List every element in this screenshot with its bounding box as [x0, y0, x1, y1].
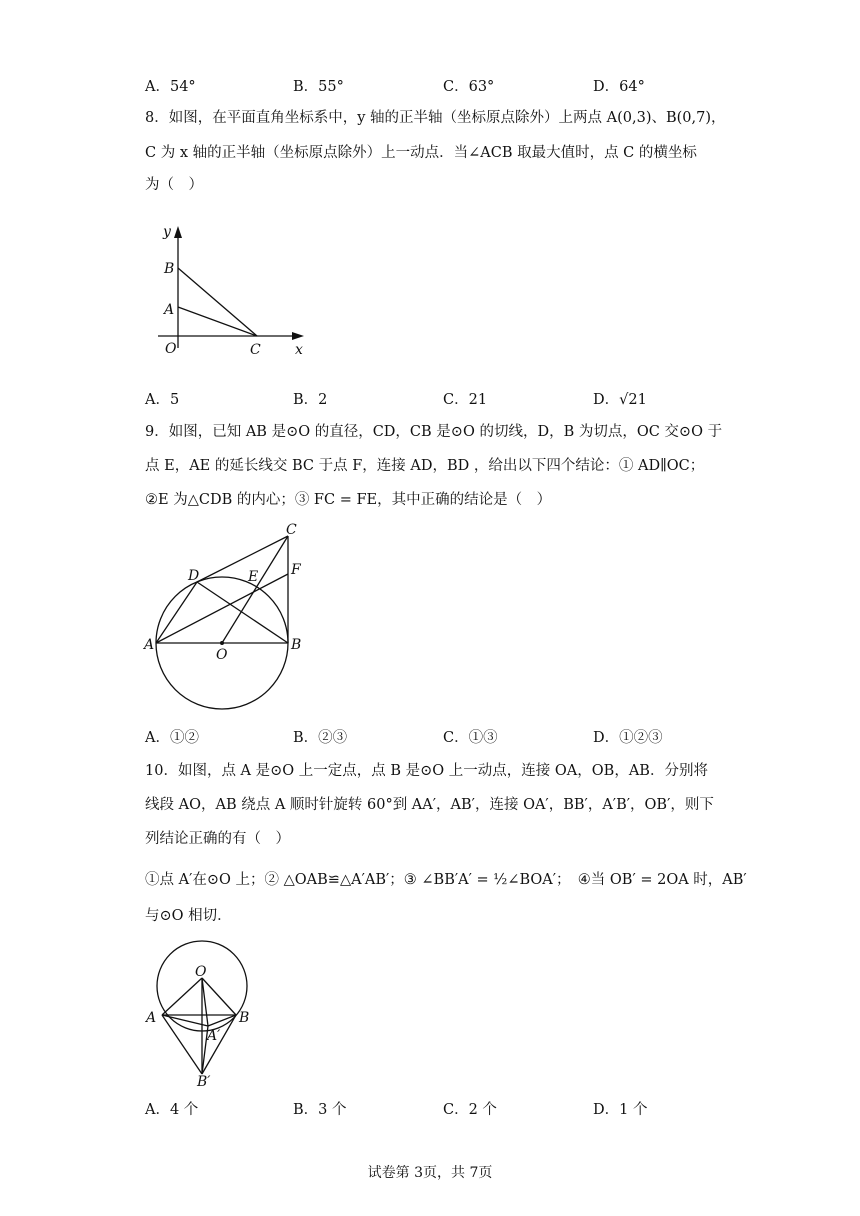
q10-segment-oa1 — [202, 978, 208, 1026]
q10-options — [145, 1098, 765, 1122]
q7-option-b[interactable]: B．55° — [293, 79, 344, 95]
q10-label-a-prime: A′ — [207, 1028, 221, 1044]
q8-label-b: B — [164, 261, 175, 277]
q10-option-a[interactable]: A．4 个 — [145, 1102, 199, 1118]
q9-option-b[interactable]: B．②③ — [293, 730, 348, 746]
q10-segment-ab1 — [162, 1015, 202, 1074]
q9-option-a[interactable]: A．①② — [145, 730, 199, 746]
q10-figure — [140, 938, 270, 1088]
q7-options — [145, 75, 765, 99]
q9-segment-af — [156, 574, 288, 643]
q10-statements-line-1: ①点 A′在⊙O 上；② △OAB≌△A′AB′；③ ∠BB′A′ = ½∠BOA′； ④当 OB′ = 2OA 时，AB′ — [145, 872, 747, 888]
q9-options — [145, 726, 765, 750]
q8-options — [145, 388, 765, 412]
q9-option-c[interactable]: C．①③ — [443, 730, 498, 746]
q7-option-c[interactable]: C．63° — [443, 79, 495, 95]
q10-label-b: B — [239, 1010, 250, 1026]
q8-label-c: C — [250, 342, 261, 358]
q9-label-b: B — [291, 637, 302, 653]
q8-stem-line-2: C 为 x 轴的正半轴（坐标原点除外）上一动点．当∠ACB 取最大值时，点 C 的横坐标 — [145, 145, 697, 161]
q8-y-arrow-icon — [174, 226, 182, 238]
q8-option-d[interactable]: D．√21 — [593, 392, 647, 408]
q10-label-b-prime: B′ — [197, 1074, 211, 1088]
q8-stem-line-3: 为（ ） — [145, 177, 203, 193]
q9-figure — [140, 518, 340, 713]
page-footer: 试卷第 3页，共 7页 — [367, 1165, 493, 1181]
q9-label-a: A — [144, 637, 155, 653]
q9-label-e: E — [248, 569, 259, 585]
q7-option-d[interactable]: D．64° — [593, 79, 645, 95]
q9-label-o: O — [216, 647, 228, 663]
q9-label-d: D — [188, 568, 200, 584]
q8-option-c[interactable]: C．21 — [443, 392, 488, 408]
q9-segment-db — [197, 582, 288, 643]
q10-label-o: O — [195, 964, 207, 980]
q8-option-b[interactable]: B．2 — [293, 392, 328, 408]
q9-label-f: F — [291, 562, 301, 578]
q8-x-arrow-icon — [292, 332, 304, 340]
q8-label-x: x — [295, 342, 303, 358]
q9-stem-line-3: ②E 为△CDB 的内心；③ FC = FE，其中正确的结论是（ ） — [145, 492, 552, 508]
q8-label-a: A — [164, 302, 175, 318]
q10-stem-line-2: 线段 AO，AB 绕点 A 顺时针旋转 60°到 AA′，AB′，连接 OA′，BB′，A′B′，OB′，则下 — [145, 797, 714, 813]
q9-option-d[interactable]: D．①②③ — [593, 730, 663, 746]
q9-segment-ad — [156, 582, 197, 643]
q10-option-d[interactable]: D．1 个 — [593, 1102, 648, 1118]
q10-option-b[interactable]: B．3 个 — [293, 1102, 347, 1118]
q8-figure — [150, 218, 315, 368]
q8-segment-bc — [178, 268, 257, 336]
q7-option-a[interactable]: A．54° — [145, 79, 196, 95]
q10-option-c[interactable]: C．2 个 — [443, 1102, 497, 1118]
q9-label-c: C — [286, 522, 297, 538]
q10-segment-ob — [202, 978, 236, 1015]
q8-stem-line-1: 8．如图，在平面直角坐标系中，y 轴的正半轴（坐标原点除外）上两点 A(0,3)、B(0,7)， — [145, 110, 726, 126]
q9-stem-line-1: 9．如图，已知 AB 是⊙O 的直径，CD，CB 是⊙O 的切线，D，B 为切点，OC 交⊙O 于 — [145, 424, 723, 440]
q10-stem-line-3: 列结论正确的有（ ） — [145, 831, 290, 847]
q10-segment-ao — [162, 978, 202, 1015]
q8-label-y: y — [163, 224, 171, 240]
q8-segment-ac — [178, 307, 257, 336]
q10-statements-line-2: 与⊙O 相切． — [145, 908, 232, 924]
q10-stem-line-1: 10．如图，点 A 是⊙O 上一定点，点 B 是⊙O 上一动点，连接 OA，OB，AB．分别将 — [145, 763, 708, 779]
q8-option-a[interactable]: A．5 — [145, 392, 180, 408]
q9-center-dot — [220, 641, 224, 645]
q8-label-o: O — [165, 341, 177, 357]
q10-label-a: A — [146, 1010, 157, 1026]
q9-stem-line-2: 点 E，AE 的延长线交 BC 于点 F，连接 AD，BD ，给出以下四个结论：① AD∥OC； — [145, 458, 705, 474]
